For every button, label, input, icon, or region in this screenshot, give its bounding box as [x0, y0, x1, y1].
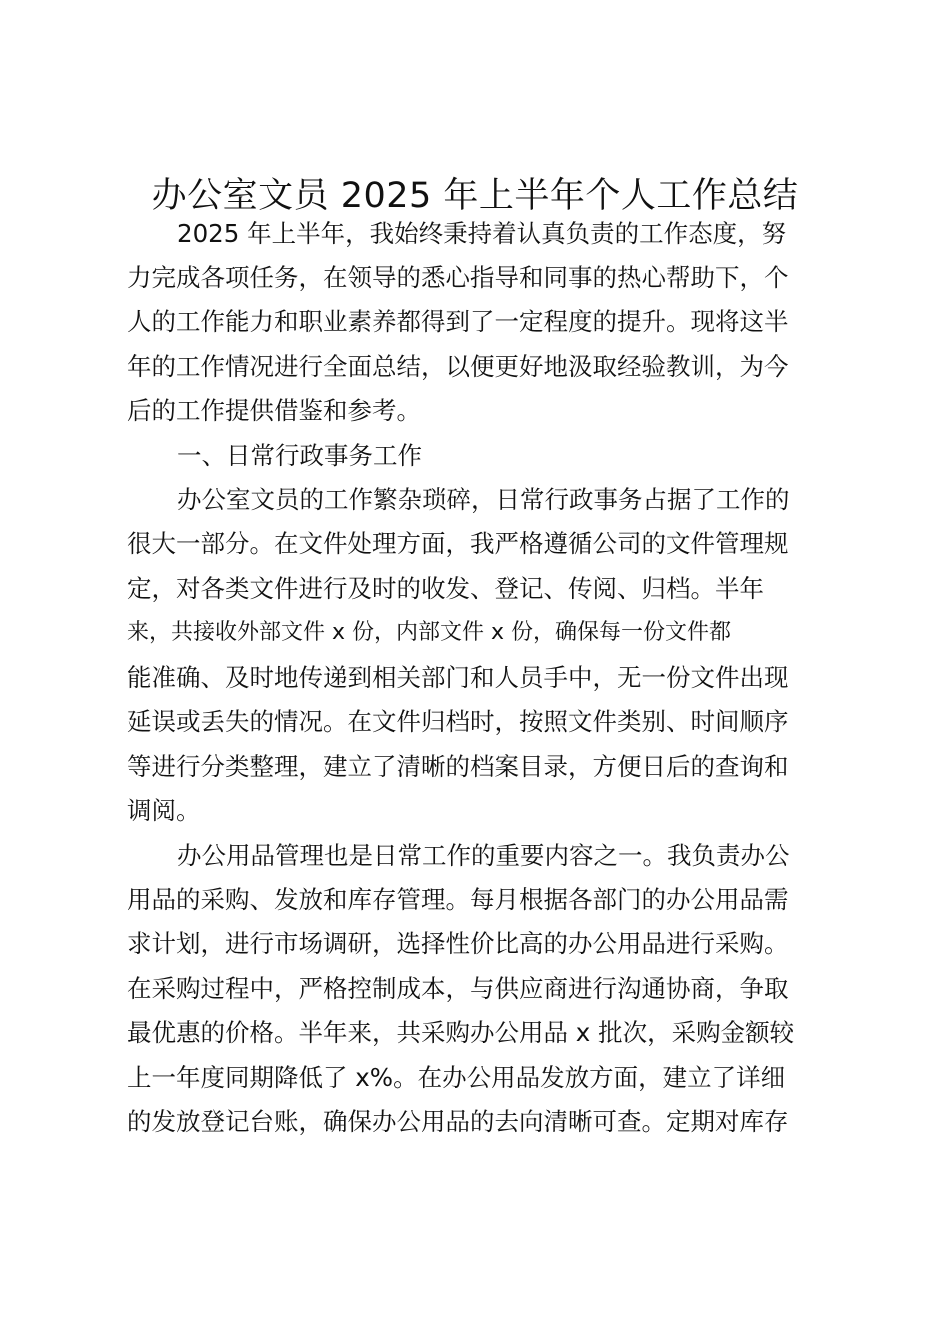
- text-line: 能准确、及时地传递到相关部门和人员手中，无一份文件出现: [127, 663, 789, 692]
- text-line: 调阅。: [127, 796, 201, 825]
- text-line: 等进行分类整理，建立了清晰的档案目录，方便日后的查询和: [127, 752, 789, 781]
- document-title: 办公室文员 2025 年上半年个人工作总结: [151, 176, 799, 216]
- text-line: 办公室文员的工作繁杂琐碎，日常行政事务占据了工作的: [177, 485, 790, 514]
- text-line: 很大一部分。在文件处理方面，我严格遵循公司的文件管理规: [127, 529, 789, 558]
- text-line: 后的工作提供借鉴和参考。: [127, 396, 421, 425]
- text-line: 年的工作情况进行全面总结，以便更好地汲取经验教训，为今: [127, 352, 789, 381]
- text-line: 延误或丢失的情况。在文件归档时，按照文件类别、时间顺序: [127, 707, 789, 736]
- text-line: 的发放登记台账，确保办公用品的去向清晰可查。定期对库存: [127, 1107, 789, 1136]
- text-line: 在采购过程中，严格控制成本，与供应商进行沟通协商，争取: [127, 974, 789, 1003]
- text-line: 2025 年上半年，我始终秉持着认真负责的工作态度，努: [177, 219, 787, 248]
- text-line: 上一年度同期降低了 x%。在办公用品发放方面，建立了详细: [127, 1063, 786, 1092]
- text-line: 最优惠的价格。半年来，共采购办公用品 x 批次，采购金额较: [127, 1018, 795, 1047]
- text-line: 定，对各类文件进行及时的收发、登记、传阅、归档。半年: [127, 574, 764, 603]
- text-line: 力完成各项任务，在领导的悉心指导和同事的热心帮助下，个: [127, 263, 789, 292]
- text-line: 人的工作能力和职业素养都得到了一定程度的提升。现将这半: [127, 307, 789, 336]
- text-line: 办公用品管理也是日常工作的重要内容之一。我负责办公: [177, 841, 790, 870]
- text-line: 用品的采购、发放和库存管理。每月根据各部门的办公用品需: [127, 885, 789, 914]
- section-heading: 一、日常行政事务工作: [177, 441, 422, 470]
- text-line: 来，共接收外部文件 x 份，内部文件 x 份，确保每一份文件都: [127, 620, 732, 645]
- text-line: 求计划，进行市场调研，选择性价比高的办公用品进行采购。: [127, 929, 789, 958]
